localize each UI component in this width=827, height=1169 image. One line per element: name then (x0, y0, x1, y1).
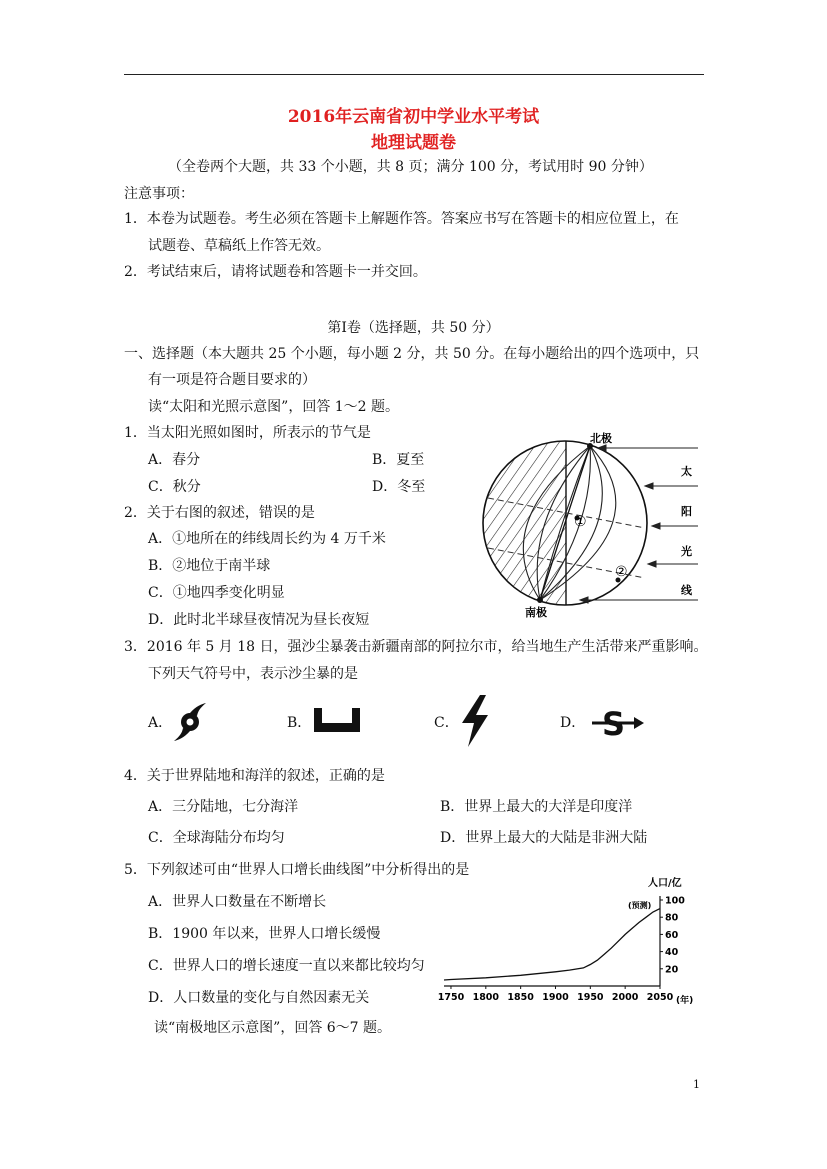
population-series-line (444, 909, 660, 980)
x-tick-label: 1950 (577, 992, 604, 1003)
lightning-symbol-icon (458, 693, 492, 749)
q5-option-c: C．世界人口的增长速度一直以来都比较均匀 (148, 958, 425, 974)
south-pole-point (537, 597, 543, 603)
q4-option-a: A．三分陆地，七分海洋 (148, 799, 299, 815)
x-tick-label: 1800 (472, 992, 500, 1003)
section-instruction-cont: 有一项是符合题目要求的） (148, 372, 316, 388)
south-pole-label: 南极 (525, 606, 547, 618)
question-2-stem: 2．关于右图的叙述，错误的是 (124, 505, 315, 521)
q4-option-c: C．全球海陆分布均匀 (148, 830, 285, 846)
sunlight-label-1: 太 (681, 465, 692, 478)
y-tick-label: 100 (665, 895, 685, 907)
sun-illumination-diagram (470, 428, 710, 618)
forecast-annotation: (预测) (628, 901, 652, 910)
section-instruction: 一、选择题（本大题共 25 个小题，每小题 2 分，共 50 分。在每小题给出的四个选项中，只 (124, 346, 700, 362)
page-number: 1 (693, 1078, 700, 1091)
dust-bracket-symbol-icon (312, 706, 362, 734)
q1-option-d: D．冬至 (372, 479, 426, 495)
q1-option-b: B．夏至 (372, 452, 425, 468)
sunlight-label-2: 阳 (681, 505, 692, 518)
q5-option-b: B．1900 年以来，世界人口增长缓慢 (148, 926, 381, 942)
x-tick-label: 1750 (438, 992, 465, 1003)
x-axis-label: (年) (676, 996, 694, 1006)
q3-option-c: C． (434, 715, 459, 731)
world-population-chart (438, 872, 708, 1012)
question-4-stem: 4．关于世界陆地和海洋的叙述，正确的是 (124, 768, 385, 784)
note-1-cont: 试题卷、草稿纸上作答无效。 (148, 238, 330, 254)
part1-title: 第Ⅰ卷（选择题，共 50 分） (327, 320, 500, 336)
q2-option-b: B．②地位于南半球 (148, 558, 271, 574)
x-tick-label: 1850 (507, 992, 534, 1003)
q2-option-a: A．①地所在的纬线周长约为 4 万千米 (148, 531, 386, 547)
y-tick-label: 80 (665, 912, 679, 924)
q4-option-d: D．世界上最大的大陆是非洲大陆 (440, 830, 648, 846)
question-5-stem: 5．下列叙述可由“世界人口增长曲线图”中分析得出的是 (124, 862, 470, 878)
q1-option-c: C．秋分 (148, 479, 201, 495)
question-1-stem: 1．当太阳光照如图时，所表示的节气是 (124, 425, 371, 441)
point-2-label: ② (615, 564, 628, 580)
notes-heading: 注意事项： (124, 186, 194, 202)
q5-option-a: A．世界人口数量在不断增长 (148, 894, 327, 910)
point-1-label: ① (574, 514, 587, 530)
typhoon-symbol-icon (172, 698, 208, 746)
y-tick-label: 40 (665, 947, 679, 959)
exam-title: 2016年云南省初中学业水平考试 (287, 107, 540, 127)
q2-option-d: D．此时北半球昼夜情况为昼长夜短 (148, 612, 370, 628)
y-axis-label: 人口/亿 (648, 878, 682, 889)
sunlight-label-3: 光 (681, 545, 692, 558)
y-tick-label: 20 (665, 964, 679, 976)
y-tick-label: 60 (665, 929, 679, 941)
read-instruction-2: 读“南极地区示意图”，回答 6～7 题。 (154, 1020, 392, 1036)
north-pole-label: 北极 (590, 432, 612, 445)
sandstorm-symbol-icon (590, 704, 646, 742)
read-instruction-1: 读“太阳和光照示意图”，回答 1～2 题。 (148, 399, 400, 415)
top-rule (124, 74, 704, 75)
x-tick-label: 2000 (611, 992, 639, 1003)
sunlight-label-4: 线 (681, 584, 692, 597)
q3-option-d: D． (560, 715, 586, 731)
x-tick-label: 2050 (646, 992, 674, 1003)
x-tick-label: 1900 (542, 992, 569, 1003)
q4-option-b: B．世界上最大的大洋是印度洋 (440, 799, 633, 815)
q2-option-c: C．①地四季变化明显 (148, 585, 285, 601)
q1-option-a: A．春分 (148, 452, 201, 468)
question-3-stem: 3．2016 年 5 月 18 日，强沙尘暴袭击新疆南部的阿拉尔市，给当地生产生活带来严重影响。 (124, 639, 708, 655)
exam-info: （全卷两个大题，共 33 个小题，共 8 页；满分 100 分，考试用时 90 分钟） (168, 159, 653, 175)
exam-subject-title: 地理试题卷 (371, 133, 456, 153)
question-3-stem-cont: 下列天气符号中，表示沙尘暴的是 (148, 666, 358, 682)
note-2: 2．考试结束后，请将试题卷和答题卡一并交回。 (124, 264, 427, 280)
note-1: 1．本卷为试题卷。考生必须在答题卡上解题作答。答案应书写在答题卡的相应位置上，在 (124, 211, 679, 227)
q5-option-d: D．人口数量的变化与自然因素无关 (148, 990, 370, 1006)
svg-text:S: S (602, 705, 626, 742)
q3-option-a: A． (148, 715, 173, 731)
q3-option-b: B． (287, 715, 312, 731)
